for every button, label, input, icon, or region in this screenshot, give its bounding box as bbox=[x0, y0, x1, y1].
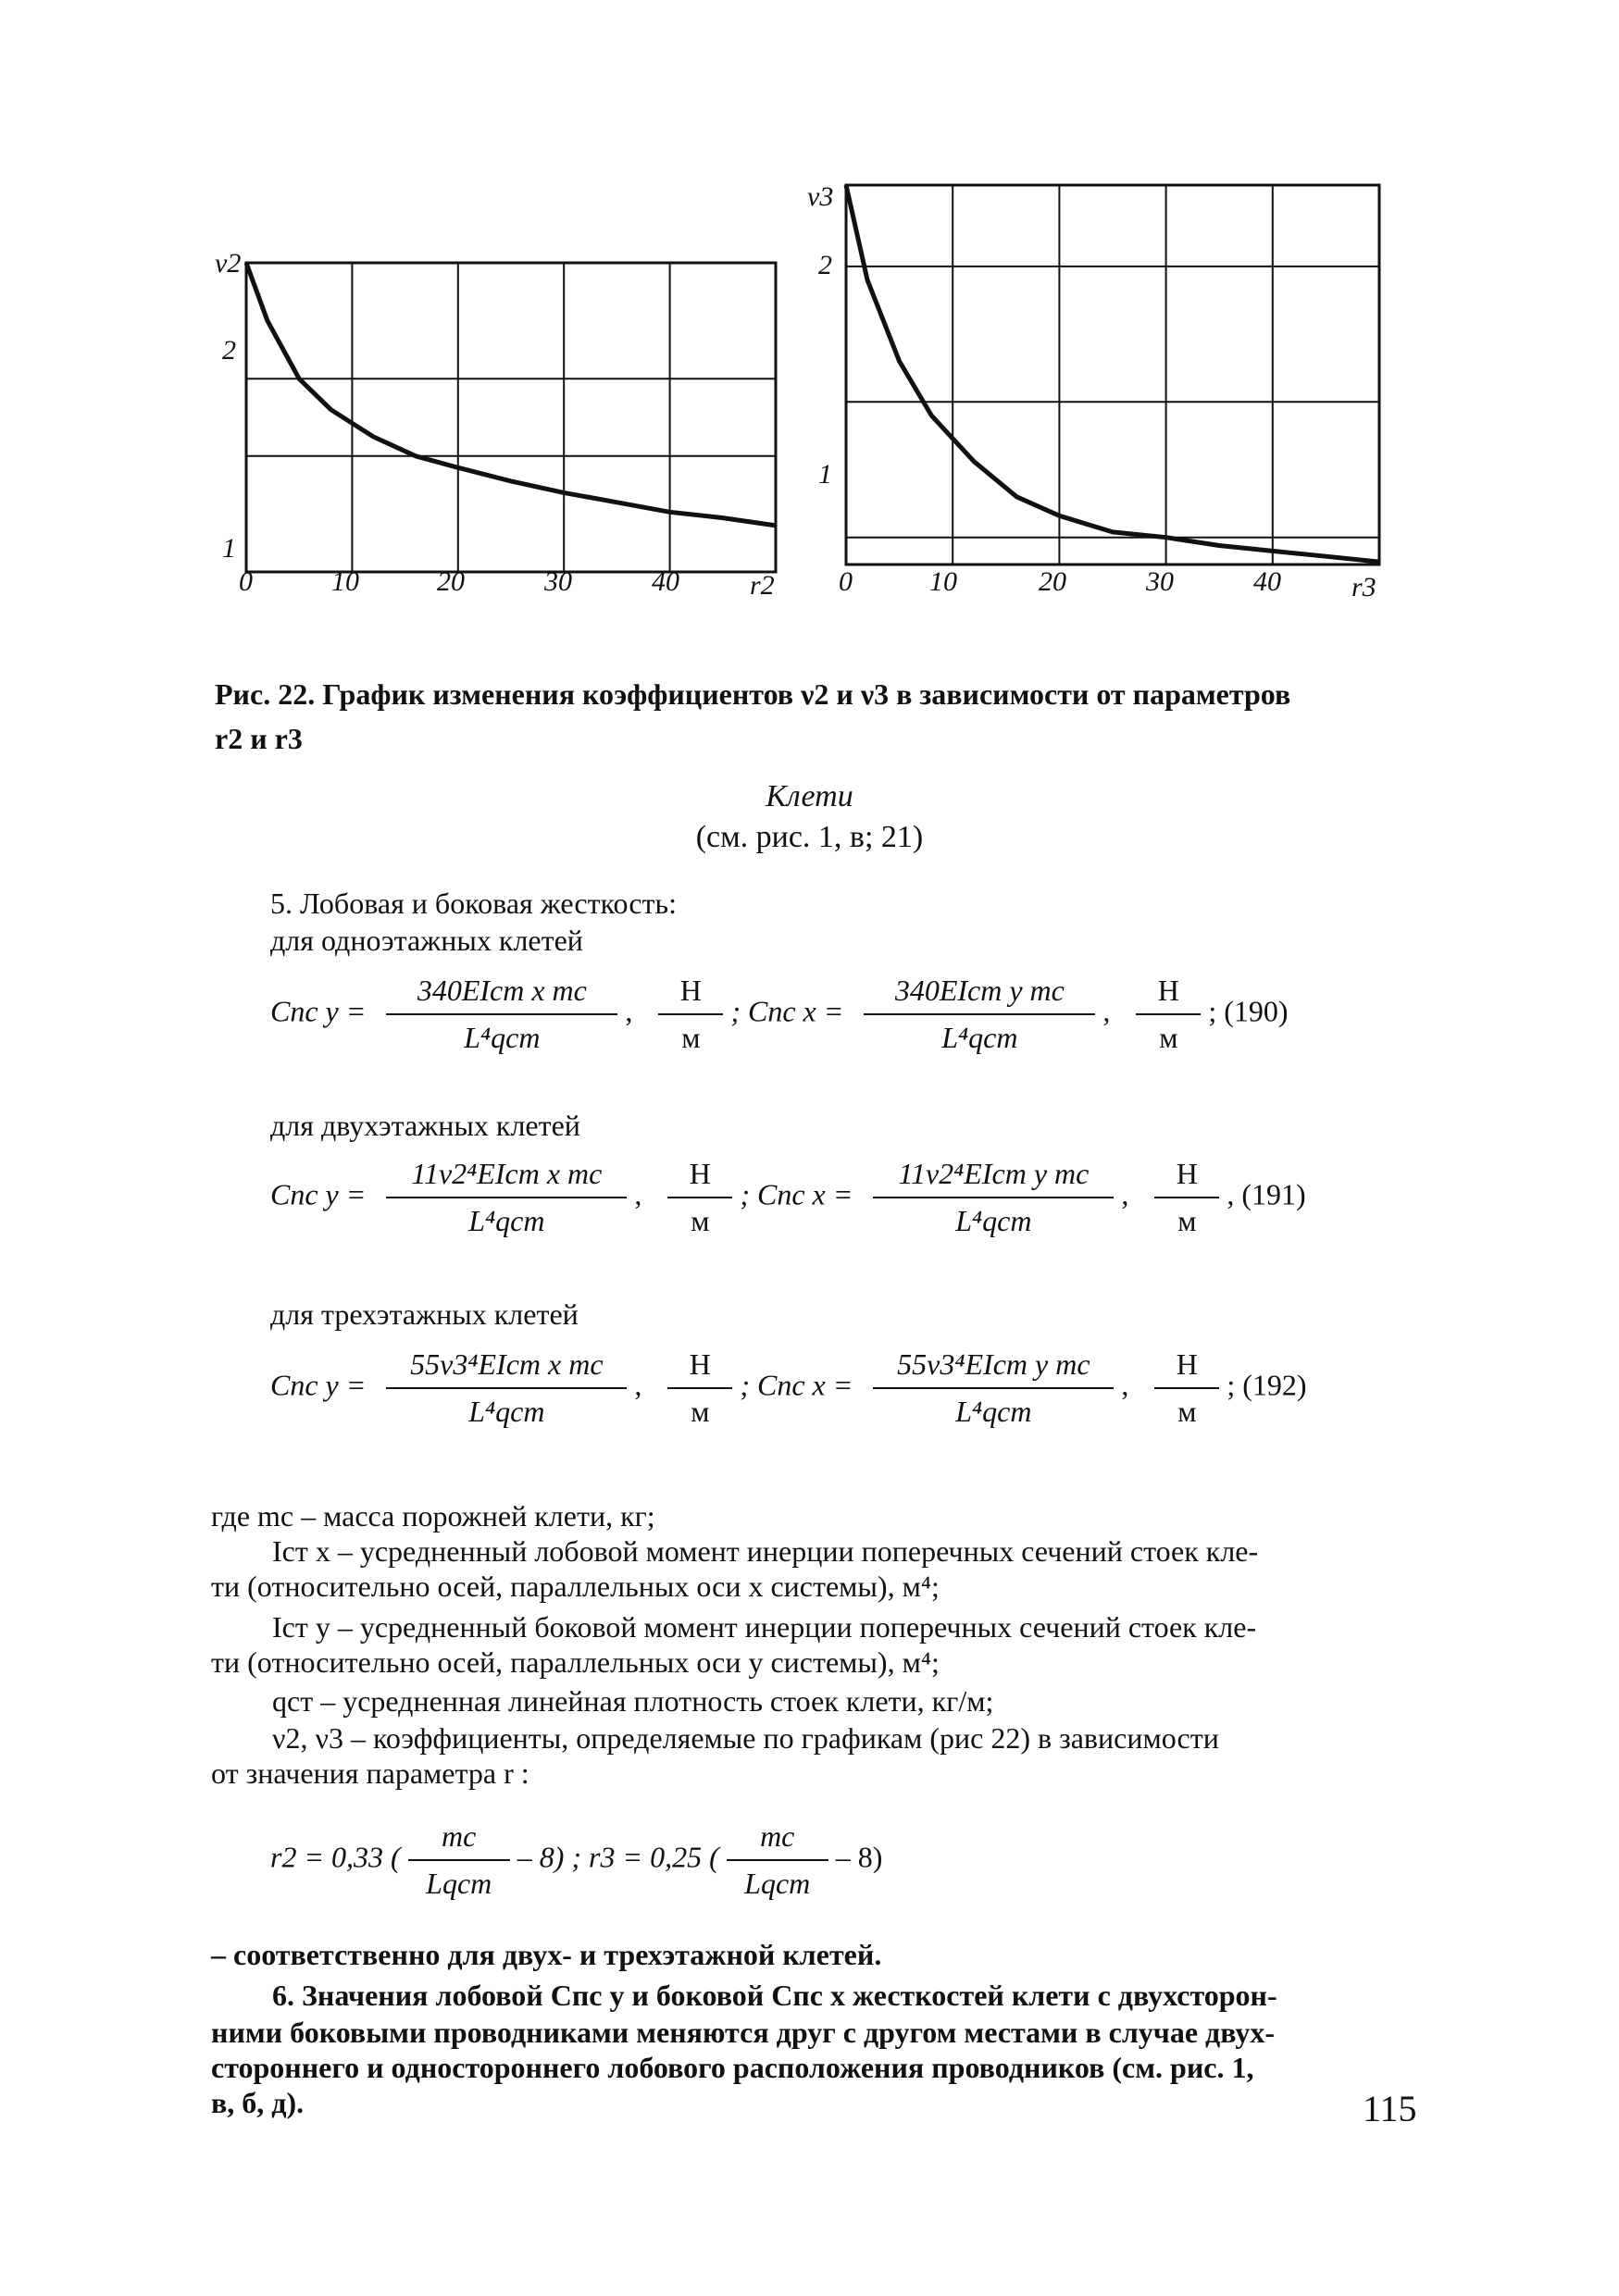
section-heading: Клети bbox=[766, 779, 853, 813]
eq191-frac2 bbox=[873, 1157, 1114, 1238]
tail-t1: – соответственно для двух- и трехэтажной клетей. bbox=[211, 1938, 882, 1971]
eq190-den1: L⁴qст bbox=[464, 1021, 541, 1054]
eq190-unit1-d: м bbox=[681, 1021, 701, 1054]
eq191-num1: 11ν2⁴EIст x mc bbox=[386, 1157, 627, 1198]
eq192-num1: 55ν3⁴EIст x mc bbox=[386, 1347, 627, 1389]
eq191-unit2-n: Н bbox=[1154, 1157, 1219, 1198]
eq192-unit1-d: м bbox=[691, 1395, 710, 1428]
chart-nu2-ylabel: ν2 bbox=[215, 248, 242, 279]
eq190-den2: L⁴qст bbox=[941, 1021, 1018, 1054]
eq192-lhs1: Спс y = bbox=[270, 1368, 367, 1402]
sub-one-storey: для одноэтажных клетей bbox=[270, 924, 583, 957]
eq190-num2: 340EIст y mc bbox=[864, 974, 1095, 1015]
chart-nu3-xtick-40: 40 bbox=[1253, 566, 1281, 597]
eq191-unit2-d: м bbox=[1177, 1204, 1197, 1237]
eqr-c: – 8) bbox=[835, 1840, 883, 1874]
eq192-num2: 55ν3⁴EIст y mc bbox=[873, 1347, 1114, 1389]
tail-t3: ними боковыми проводниками меняются друг с другом местами в случае двух- bbox=[211, 2016, 1276, 2049]
equation-r bbox=[270, 1819, 1196, 1901]
eq191-den2: L⁴qст bbox=[955, 1204, 1032, 1237]
eq192-unit1 bbox=[667, 1347, 732, 1429]
data-curve bbox=[246, 263, 776, 526]
eq190-unit2 bbox=[1136, 974, 1201, 1055]
chart-nu3-xtick-20: 20 bbox=[1039, 566, 1066, 597]
chart-nu2-xtick-0: 0 bbox=[239, 566, 253, 597]
eq191-tail: , (191) bbox=[1227, 1177, 1306, 1211]
data-curve bbox=[846, 185, 1379, 562]
where-l1: где mc – масса порожней клети, кг; bbox=[211, 1499, 655, 1533]
eq191-den1: L⁴qст bbox=[468, 1204, 545, 1237]
sub-three-storey: для трехэтажных клетей bbox=[270, 1297, 579, 1331]
caption-line-2: r2 и r3 bbox=[215, 722, 303, 755]
eqr-frac2 bbox=[727, 1819, 828, 1901]
eq191-lhs2: ; Спс x = bbox=[740, 1177, 853, 1211]
where-l6: qст – усредненная линейная плотность стоек клети, кг/м; bbox=[272, 1684, 994, 1718]
chart-nu3-ytick-1: 1 bbox=[818, 459, 832, 490]
chart-nu2-xlabel: r2 bbox=[750, 570, 775, 601]
eq190-lhs2: ; Спс x = bbox=[730, 994, 844, 1028]
chart-nu3 bbox=[841, 181, 1387, 570]
eq191-frac1 bbox=[386, 1157, 627, 1238]
eqr-b: – 8) ; r3 = 0,25 ( bbox=[517, 1840, 719, 1874]
eq190-num1: 340EIст x mc bbox=[386, 974, 617, 1015]
sub-two-storey: для двухэтажных клетей bbox=[270, 1109, 580, 1142]
equation-192: Спс y = $\frac{\text{55ν3⁴EIст x mc}}{\text{L⁴qст}}$ , $\frac{Н}{м}$ ; Спс x = $\frac{\text{55ν3⁴EIст y mc}}{\text{L⁴qст}}$ , $\frac{Н}{м}$ ; (192) bbox=[270, 1347, 1307, 1428]
eq192-tail: ; (192) bbox=[1227, 1368, 1307, 1402]
chart-nu2 bbox=[239, 250, 785, 620]
eq191-unit2 bbox=[1154, 1157, 1219, 1238]
eq191-unit1 bbox=[667, 1157, 732, 1238]
chart-frame bbox=[846, 185, 1379, 565]
chart-nu3-xtick-10: 10 bbox=[929, 566, 957, 597]
eq191-lhs1: Спс y = bbox=[270, 1177, 367, 1211]
eq192-lhs2: ; Спс x = bbox=[740, 1368, 853, 1402]
eq192-frac2 bbox=[873, 1347, 1114, 1429]
where-l2: Iст x – усредненный лобовой момент инерции поперечных сечений стоек кле- bbox=[272, 1534, 1259, 1568]
tail-t2: 6. Значения лобовой Спс y и боковой Спс x жесткостей клети с двухсторон- bbox=[272, 1979, 1277, 2012]
equation-190: Спс y = $\frac{\text{340EIст x mc}}{\text{L⁴qст}}$ , $\frac{Н}{м}$ ; Спс x = $\frac{\text{340EIст y mc}}{\text{L⁴qст}}$ , $\frac{Н}{м}$ ; (190) bbox=[270, 974, 1289, 1054]
eq192-den2: L⁴qст bbox=[955, 1395, 1032, 1428]
caption-line-1: Рис. 22. График изменения коэффициентов ν2 и ν3 в зависимости от параметров bbox=[215, 677, 1291, 711]
chart-nu3-xlabel: r3 bbox=[1351, 572, 1376, 602]
chart-nu3-svg bbox=[841, 181, 1387, 570]
chart-nu3-xtick-0: 0 bbox=[839, 566, 853, 597]
eqr-frac1-n: mc bbox=[408, 1819, 510, 1861]
chart-nu2-svg bbox=[239, 250, 785, 620]
chart-nu2-xtick-20: 20 bbox=[437, 566, 465, 597]
eq190-frac1 bbox=[386, 974, 617, 1055]
chart-nu3-xtick-30: 30 bbox=[1146, 566, 1174, 597]
eq191-unit1-d: м bbox=[691, 1204, 710, 1237]
eq190-tail: ; (190) bbox=[1208, 994, 1289, 1028]
tail-t4: стороннего и одностороннего лобового расположения проводников (см. рис. 1, bbox=[211, 2051, 1254, 2084]
equation-191: Спс y = $\frac{\text{11ν2⁴EIст x mc}}{\text{L⁴qст}}$ , $\frac{Н}{м}$ ; Спс x = $\frac{\text{11ν2⁴EIст y mc}}{\text{L⁴qст}}$ , $\frac{Н}{м}$ , (191) bbox=[270, 1157, 1306, 1237]
where-l8: от значения параметра r : bbox=[211, 1756, 529, 1790]
eq192-unit2-n: Н bbox=[1154, 1347, 1219, 1389]
eq190-unit1-n: Н bbox=[658, 974, 723, 1015]
chart-nu2-xtick-30: 30 bbox=[544, 566, 572, 597]
eq192-unit2-d: м bbox=[1177, 1395, 1197, 1428]
item-5-title: 5. Лобовая и боковая жесткость: bbox=[270, 887, 677, 920]
eq190-unit1 bbox=[658, 974, 723, 1055]
where-l3: ти (относительно осей, параллельных оси x системы), м⁴; bbox=[211, 1570, 940, 1603]
section-ref: (см. рис. 1, в; 21) bbox=[695, 820, 924, 854]
chart-nu2-xtick-10: 10 bbox=[331, 566, 359, 597]
eq190-unit2-d: м bbox=[1159, 1021, 1178, 1054]
chart-nu3-ylabel: ν3 bbox=[807, 181, 834, 212]
eqr-frac1-d: Lqст bbox=[426, 1867, 492, 1900]
eq192-unit2 bbox=[1154, 1347, 1219, 1429]
chart-nu2-xtick-40: 40 bbox=[652, 566, 679, 597]
eq192-frac1 bbox=[386, 1347, 627, 1429]
where-l4: Iст y – усредненный боковой момент инерции поперечных сечений стоек кле- bbox=[272, 1610, 1257, 1644]
eq192-den1: L⁴qст bbox=[468, 1395, 545, 1428]
figure-caption bbox=[215, 672, 1418, 761]
where-l7: ν2, ν3 – коэффициенты, определяемые по графикам (рис 22) в зависимости bbox=[272, 1721, 1219, 1755]
chart-frame bbox=[246, 263, 776, 572]
eq191-num2: 11ν2⁴EIст y mc bbox=[873, 1157, 1114, 1198]
eqr-frac1 bbox=[408, 1819, 510, 1901]
eqr-frac2-n: mc bbox=[727, 1819, 828, 1861]
eqr-frac2-d: Lqст bbox=[744, 1867, 811, 1900]
chart-nu2-ytick-2: 2 bbox=[222, 335, 236, 366]
tail-t5: в, б, д). bbox=[211, 2086, 305, 2119]
eq192-unit1-n: Н bbox=[667, 1347, 732, 1389]
eq191-unit1-n: Н bbox=[667, 1157, 732, 1198]
page-number: 115 bbox=[1363, 2088, 1417, 2129]
eq190-unit2-n: Н bbox=[1136, 974, 1201, 1015]
eq190-lhs1: Спс y = bbox=[270, 994, 367, 1028]
chart-nu3-ytick-2: 2 bbox=[818, 250, 832, 280]
eq190-frac2 bbox=[864, 974, 1095, 1055]
where-l5: ти (относительно осей, параллельных оси y системы), м⁴; bbox=[211, 1645, 940, 1679]
eqr-a: r2 = 0,33 ( bbox=[270, 1840, 401, 1874]
chart-nu2-ytick-1: 1 bbox=[222, 533, 236, 564]
